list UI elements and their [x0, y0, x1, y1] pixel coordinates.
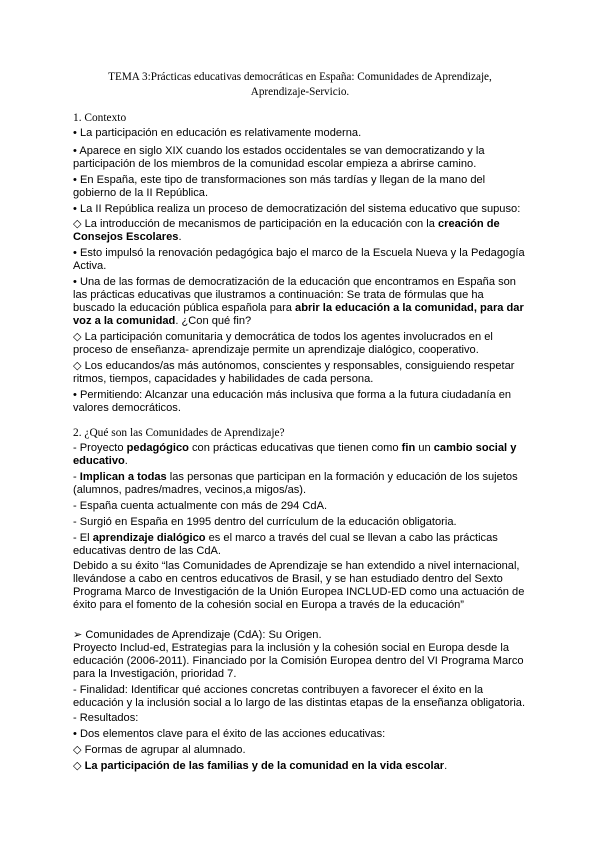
bold-text: fin [401, 442, 416, 454]
text-run: un [415, 442, 434, 454]
text-run: las personas que participan en la formación y educación de los sujetos [166, 471, 518, 483]
document-title [60, 70, 540, 100]
paragraph-line: • Dos elementos clave para el éxito de las acciones educativas: [73, 728, 386, 740]
text-run: con prácticas educativas que tienen como [188, 442, 402, 454]
text-run: buscado la educación pública española para [73, 302, 296, 314]
paragraph-line: ◇ La participación comunitaria y democrática de todos los agentes involucrados en el [73, 331, 493, 343]
paragraph-line: proceso de enseñanza- aprendizaje permite un aprendizaje dialógico, cooperativo. [73, 344, 479, 356]
paragraph-line: - España cuenta actualmente con más de 294 CdA. [73, 500, 328, 512]
bold-text: Consejos Escolares [73, 231, 179, 243]
paragraph-line [73, 302, 543, 315]
paragraph-line: éxito para el fomento de la cohesión social en Europa a través de la educación” [73, 599, 464, 611]
paragraph-line: participación de los miembros de la comunidad escolar empieza a abrirse camino. [73, 158, 477, 170]
paragraph-line: - Surgió en España en 1995 dentro del currículum de la educación obligatoria. [73, 516, 457, 528]
paragraph-line [73, 442, 543, 455]
paragraph-line: Debido a su éxito “las Comunidades de Aprendizaje se han extendido a nivel internacional, [73, 560, 520, 572]
paragraph-line: - Resultados: [73, 712, 139, 724]
paragraph-line: Activa. [73, 260, 107, 272]
bold-text: cambio social y [433, 442, 517, 454]
bold-text: abrir la educación a la comunidad, para dar [295, 302, 524, 314]
text-run: - El [73, 532, 93, 544]
text-run: . [178, 231, 182, 243]
paragraph-line: • La participación en educación es relativamente moderna. [73, 127, 362, 139]
paragraph-line: • Una de las formas de democratización de la educación que encontramos en España son [73, 276, 516, 288]
paragraph-line: ritmos, tiempos, capacidades y habilidades de cada persona. [73, 373, 374, 385]
paragraph-line [73, 760, 543, 773]
paragraph-line: ◇ Formas de agrupar al alumnado. [73, 744, 246, 756]
paragraph-line: llevándose a cabo en centros educativos de Brasil, y se han estudiado dentro del Sexto [73, 573, 503, 585]
paragraph-line: educación y la inclusión social a lo largo de las distintas etapas de la enseñanza obligatoria. [73, 697, 526, 709]
paragraph-line [73, 315, 543, 328]
bold-text: aprendizaje dialógico [92, 532, 206, 544]
paragraph-line [73, 532, 543, 545]
bold-text: Implican a todas [79, 471, 167, 483]
paragraph-line: - Finalidad: Identificar qué acciones concretas contribuyen a favorecer el éxito en la [73, 684, 484, 696]
paragraph-line [73, 471, 543, 484]
title-line-1: TEMA 3:Prácticas educativas democráticas en España: Comunidades de Aprendizaje, [108, 71, 492, 83]
paragraph-line [73, 455, 543, 468]
paragraph-line: ◇ Los educandos/as más autónomos, conscientes y responsables, consiguiendo respetar [73, 360, 515, 372]
text-run: ◇ La introducción de mecanismos de participación en la educación con la [73, 218, 438, 230]
paragraph-line: para la Investigación, prioridad 7. [73, 668, 237, 680]
text-run: - Proyecto [73, 442, 127, 454]
paragraph-line: • Esto impulsó la renovación pedagógica bajo el marco de la Escuela Nueva y la Pedagogía [73, 247, 525, 259]
paragraph-line: educación (2006-2011). Financiado por la Comisión Europea dentro del VI Programa Marco [73, 655, 524, 667]
bold-text: voz a la comunidad [73, 315, 176, 327]
paragraph-line: • Permitiendo: Alcanzar una educación más inclusiva que forma a la futura ciudadanía en [73, 389, 512, 401]
text-run: . [444, 760, 448, 772]
section-3-heading: ➢ Comunidades de Aprendizaje (CdA): Su Origen. [73, 629, 322, 641]
paragraph-line: • En España, este tipo de transformaciones son más tardías y llegan de la mano del [73, 174, 486, 186]
paragraph-line [73, 231, 543, 244]
title-line-2: Aprendizaje-Servicio. [250, 86, 350, 98]
text-run: - [73, 471, 80, 483]
paragraph-line: las prácticas educativas que ilustramos a continuación: Se trata de fórmulas que ha [73, 289, 484, 301]
paragraph-line: gobierno de la II República. [73, 187, 209, 199]
paragraph-line: • Aparece en siglo XIX cuando los estados occidentales se van democratizando y la [73, 145, 485, 157]
paragraph-line: Programa Marco de Investigación de la Unión Europea INCLUD-ED como una actuación de [73, 586, 525, 598]
text-run: ◇ [73, 760, 85, 772]
text-run: es el marco a través del cual se llevan a cabo las prácticas [205, 532, 498, 544]
paragraph-line: Proyecto Includ-ed, Estrategias para la inclusión y la cohesión social en Europa desde la [73, 642, 509, 654]
paragraph-line: educativas dentro de las CdA. [73, 545, 222, 557]
bold-text: creación de [437, 218, 500, 230]
paragraph-line: (alumnos, padres/madres, vecinos,a migos/as). [73, 484, 307, 496]
paragraph-line: valores democráticos. [73, 402, 181, 414]
bold-text: pedagógico [126, 442, 189, 454]
paragraph-line: • La II República realiza un proceso de democratización del sistema educativo que supuso: [73, 203, 521, 215]
paragraph-line [73, 218, 543, 231]
text-run: . [124, 455, 128, 467]
bold-text: La participación de las familias y de la comunidad en la vida escolar [84, 760, 445, 772]
text-run: . ¿Con qué fin? [175, 315, 252, 327]
bold-text: educativo [73, 455, 125, 467]
section-2-heading: 2. ¿Qué son las Comunidades de Aprendizaje? [73, 427, 285, 439]
section-1-heading: 1. Contexto [73, 112, 127, 124]
